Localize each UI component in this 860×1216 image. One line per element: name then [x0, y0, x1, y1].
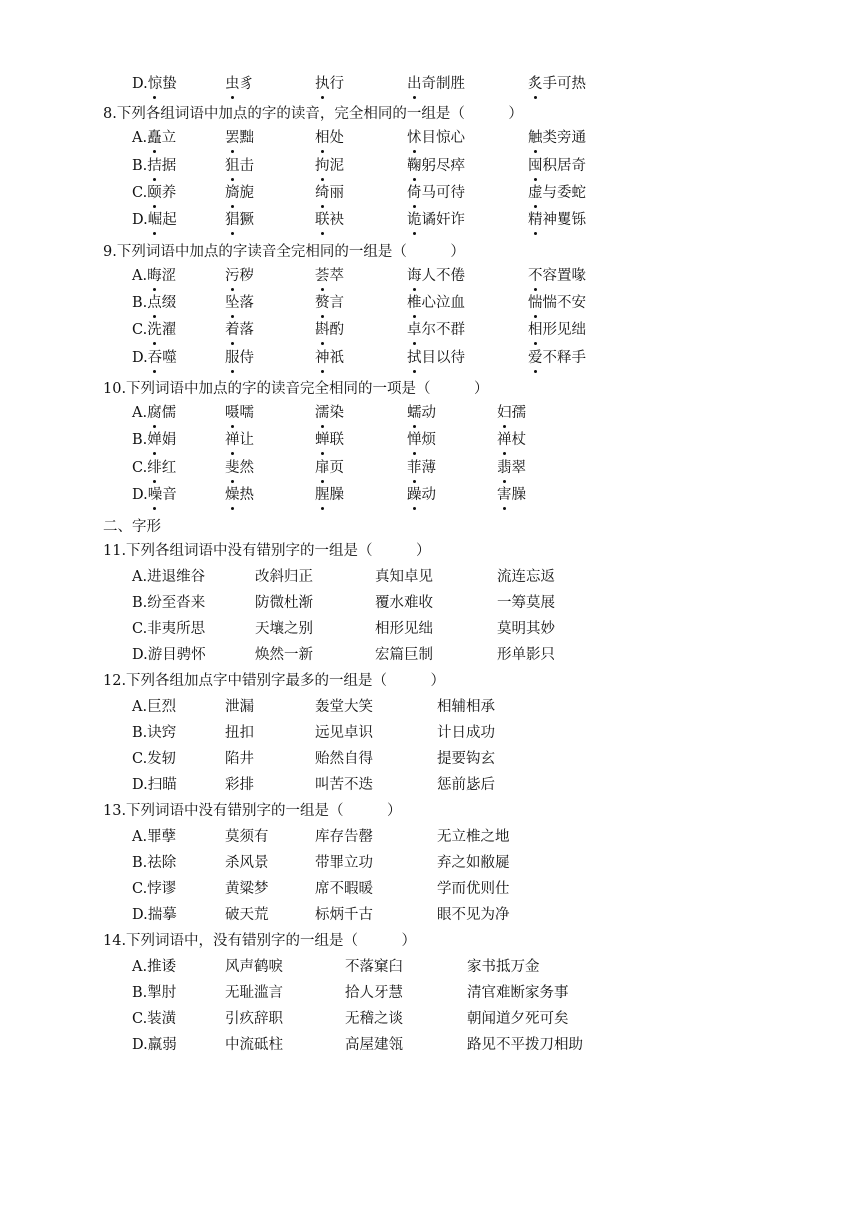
- emphasis-dot-char: 精: [528, 208, 543, 232]
- emphasis-dot-char: 椎: [407, 291, 422, 315]
- option-word: 家书抵万金: [467, 959, 540, 975]
- emphasis-dot-char: 虫: [225, 72, 240, 96]
- emphasis-dot-char: 坠: [225, 291, 240, 315]
- option-word: 禅杖: [497, 428, 526, 452]
- option-word: 焕然一新: [255, 647, 313, 663]
- emphasis-dot-char: 污: [225, 264, 240, 288]
- option-label-word: D.揣摹: [132, 907, 177, 923]
- option-word: 真知卓见: [375, 569, 433, 585]
- emphasis-dot-char: 禅: [225, 428, 240, 452]
- option-word: 一筹莫展: [497, 595, 555, 611]
- emphasis-dot-char: 荟: [315, 264, 330, 288]
- option-word: 神祇: [315, 346, 344, 370]
- emphasis-dot-char: 腐: [147, 401, 162, 425]
- emphasis-dot-char: 蝉: [315, 428, 330, 452]
- emphasis-dot-char: 诡: [407, 208, 422, 232]
- option-label-word: D.扫瞄: [132, 777, 177, 793]
- option-word: 腥臊: [315, 483, 344, 507]
- option-label-word: A.推诿: [132, 959, 177, 975]
- emphasis-dot-char: 诲: [407, 264, 422, 288]
- option-word: 防微杜渐: [255, 595, 313, 611]
- option-word: 虫豸: [225, 72, 254, 96]
- emphasis-dot-char: 蠕: [407, 401, 422, 425]
- emphasis-dot-char: 执: [315, 72, 330, 96]
- option-label-word: D.崛起: [132, 208, 177, 232]
- option-label-word: C.发轫: [132, 751, 177, 767]
- emphasis-dot-char: 罢: [225, 126, 240, 150]
- option-word: 中流砥柱: [225, 1037, 283, 1053]
- option-word: 倚马可待: [407, 181, 465, 205]
- option-word: 旖旎: [225, 181, 254, 205]
- emphasis-dot-char: 联: [315, 208, 330, 232]
- emphasis-dot-char: 禅: [497, 428, 512, 452]
- option-word: 弃之如敝屣: [437, 855, 510, 871]
- emphasis-dot-char: 爱: [528, 346, 543, 370]
- emphasis-dot-char: 翡: [497, 456, 512, 480]
- emphasis-dot-char: 燥: [225, 483, 240, 507]
- option-word: 计日成功: [437, 725, 495, 741]
- option-word: 莫须有: [225, 829, 269, 845]
- emphasis-dot-char: 扉: [315, 456, 330, 480]
- option-word: 风声鹤唳: [225, 959, 283, 975]
- emphasis-dot-char: 着: [225, 318, 240, 342]
- option-word: 天壤之别: [255, 621, 313, 637]
- question-stem: 8.下列各组词语中加点的字的读音，完全相同的一组是（ ）: [103, 106, 523, 122]
- option-word: 不落窠臼: [345, 959, 403, 975]
- option-word: 无立椎之地: [437, 829, 510, 845]
- option-word: 椎心泣血: [407, 291, 465, 315]
- option-word: 形单影只: [497, 647, 555, 663]
- question-stem: 9.下列词语中加点的字读音全完相同的一组是（ ）: [103, 244, 465, 260]
- emphasis-dot-char: 害: [497, 483, 512, 507]
- option-word: 无耻滥言: [225, 985, 283, 1001]
- option-word: 不容置喙: [528, 264, 586, 288]
- emphasis-dot-char: 鞠: [407, 154, 422, 178]
- option-label-word: D.羸弱: [132, 1037, 177, 1053]
- emphasis-dot-char: 卓: [407, 318, 422, 342]
- option-word: 相形见绌: [375, 621, 433, 637]
- emphasis-dot-char: 斟: [315, 318, 330, 342]
- emphasis-dot-char: 服: [225, 346, 240, 370]
- option-word: 彩排: [225, 777, 254, 793]
- option-word: 眼不见为净: [437, 907, 510, 923]
- option-word: 流连忘返: [497, 569, 555, 585]
- option-word: 拭目以待: [407, 346, 465, 370]
- option-word: 扭扣: [225, 725, 254, 741]
- option-word: 炙手可热: [528, 72, 586, 96]
- option-word: 诡谲奸诈: [407, 208, 465, 232]
- option-label-word: D.惊蛰: [132, 72, 177, 96]
- emphasis-dot-char: 躁: [407, 483, 422, 507]
- option-label-word: B.点缀: [132, 291, 176, 315]
- option-word: 荟萃: [315, 264, 344, 288]
- option-word: 破天荒: [225, 907, 269, 923]
- option-word: 囤积居奇: [528, 154, 586, 178]
- option-word: 燥热: [225, 483, 254, 507]
- emphasis-dot-char: 倚: [407, 181, 422, 205]
- question-stem: 10.下列词语中加点的字的读音完全相同的一项是（ ）: [103, 381, 489, 397]
- option-word: 覆水难收: [375, 595, 433, 611]
- option-word: 相辅相承: [437, 699, 495, 715]
- option-label-word: A.进退维谷: [132, 569, 206, 585]
- emphasis-dot-char: 妇: [497, 401, 512, 425]
- option-word: 精神矍铄: [528, 208, 586, 232]
- option-label-word: B.婵娟: [132, 428, 176, 452]
- emphasis-dot-char: 惴: [528, 291, 543, 315]
- option-label-word: B.祛除: [132, 855, 177, 871]
- option-word: 无稽之谈: [345, 1011, 403, 1027]
- option-word: 服侍: [225, 346, 254, 370]
- option-word: 库存告罄: [315, 829, 373, 845]
- option-word: 禅让: [225, 428, 254, 452]
- option-word: 朝闻道夕死可矣: [467, 1011, 569, 1027]
- option-word: 惴惴不安: [528, 291, 586, 315]
- option-word: 猖獗: [225, 208, 254, 232]
- option-label-word: A.腐儒: [132, 401, 176, 425]
- option-word: 黄粱梦: [225, 881, 269, 897]
- option-word: 躁动: [407, 483, 436, 507]
- emphasis-dot-char: 拮: [147, 154, 162, 178]
- emphasis-dot-char: 赘: [315, 291, 330, 315]
- option-word: 路见不平拨刀相助: [467, 1037, 583, 1053]
- option-word: 陷井: [225, 751, 254, 767]
- option-word: 菲薄: [407, 456, 436, 480]
- option-word: 宏篇巨制: [375, 647, 433, 663]
- emphasis-dot-char: 绮: [315, 181, 330, 205]
- option-word: 泄漏: [225, 699, 254, 715]
- option-word: 坠落: [225, 291, 254, 315]
- option-word: 叫苦不迭: [315, 777, 373, 793]
- emphasis-dot-char: 颐: [147, 181, 162, 205]
- option-word: 妇孺: [497, 401, 526, 425]
- option-word: 害臊: [497, 483, 526, 507]
- option-label-word: C.颐养: [132, 181, 176, 205]
- option-label-word: C.装潢: [132, 1011, 177, 1027]
- question-stem: 11.下列各组词语中没有错别字的一组是（ ）: [103, 543, 431, 559]
- emphasis-dot-char: 出: [407, 72, 422, 96]
- option-label-word: C.绯红: [132, 456, 176, 480]
- option-word: 远见卓识: [315, 725, 373, 741]
- option-word: 翡翠: [497, 456, 526, 480]
- emphasis-dot-char: 不: [528, 264, 543, 288]
- option-word: 嗫嚅: [225, 401, 254, 425]
- emphasis-dot-char: 绯: [147, 456, 162, 480]
- option-word: 拾人牙慧: [345, 985, 403, 1001]
- emphasis-dot-char: 相: [528, 318, 543, 342]
- option-word: 着落: [225, 318, 254, 342]
- emphasis-dot-char: 相: [315, 126, 330, 150]
- emphasis-dot-char: 濡: [315, 401, 330, 425]
- option-word: 清官难断家务事: [467, 985, 569, 1001]
- emphasis-dot-char: 触: [528, 126, 543, 150]
- option-word: 斟酌: [315, 318, 344, 342]
- option-label-word: A.巨烈: [132, 699, 177, 715]
- emphasis-dot-char: 怵: [407, 126, 422, 150]
- option-word: 莫明其妙: [497, 621, 555, 637]
- option-word: 惩前毖后: [437, 777, 495, 793]
- option-word: 卓尔不群: [407, 318, 465, 342]
- option-word: 出奇制胜: [407, 72, 465, 96]
- option-word: 绮丽: [315, 181, 344, 205]
- option-word: 污秽: [225, 264, 254, 288]
- option-word: 高屋建瓴: [345, 1037, 403, 1053]
- option-word: 带罪立功: [315, 855, 373, 871]
- option-word: 斐然: [225, 456, 254, 480]
- option-label-word: D.噪音: [132, 483, 177, 507]
- option-word: 标炳千古: [315, 907, 373, 923]
- emphasis-dot-char: 拭: [407, 346, 422, 370]
- option-label-word: B.纷至沓来: [132, 595, 206, 611]
- option-word: 惮烦: [407, 428, 436, 452]
- question-stem: 13.下列词语中没有错别字的一组是（ ）: [103, 803, 402, 819]
- option-word: 虚与委蛇: [528, 181, 586, 205]
- option-word: 罢黜: [225, 126, 254, 150]
- option-word: 鞠躬尽瘁: [407, 154, 465, 178]
- emphasis-dot-char: 婵: [147, 428, 162, 452]
- emphasis-dot-char: 吞: [148, 346, 163, 370]
- option-word: 联袂: [315, 208, 344, 232]
- option-word: 改斜归正: [255, 569, 313, 585]
- option-word: 濡染: [315, 401, 344, 425]
- option-word: 相处: [315, 126, 344, 150]
- emphasis-dot-char: 斐: [225, 456, 240, 480]
- option-label-word: D.吞噬: [132, 346, 177, 370]
- option-label-word: A.晦涩: [132, 264, 176, 288]
- option-label-word: B.拮据: [132, 154, 176, 178]
- emphasis-dot-char: 旖: [225, 181, 240, 205]
- option-word: 怵目惊心: [407, 126, 465, 150]
- emphasis-dot-char: 点: [147, 291, 162, 315]
- option-label-word: B.掣肘: [132, 985, 177, 1001]
- option-label-word: C.洗濯: [132, 318, 176, 342]
- option-label-word: C.悖谬: [132, 881, 177, 897]
- option-word: 执行: [315, 72, 344, 96]
- emphasis-dot-char: 菲: [407, 456, 422, 480]
- emphasis-dot-char: 晦: [147, 264, 162, 288]
- emphasis-dot-char: 惮: [407, 428, 422, 452]
- section-heading: 二、字形: [103, 519, 161, 535]
- emphasis-dot-char: 狙: [225, 154, 240, 178]
- option-label-word: C.非夷所思: [132, 621, 206, 637]
- option-word: 拘泥: [315, 154, 344, 178]
- emphasis-dot-char: 炙: [528, 72, 543, 96]
- option-label-word: D.游目骋怀: [132, 647, 206, 663]
- option-word: 蠕动: [407, 401, 436, 425]
- emphasis-dot-char: 虚: [528, 181, 543, 205]
- emphasis-dot-char: 崛: [148, 208, 163, 232]
- option-word: 诲人不倦: [407, 264, 465, 288]
- emphasis-dot-char: 惊: [148, 72, 163, 96]
- option-word: 学而优则仕: [437, 881, 510, 897]
- question-stem: 12.下列各组加点字中错别字最多的一组是（ ）: [103, 673, 446, 689]
- option-word: 爱不释手: [528, 346, 586, 370]
- emphasis-dot-char: 囤: [528, 154, 543, 178]
- option-word: 席不暇暖: [315, 881, 373, 897]
- option-word: 赘言: [315, 291, 344, 315]
- emphasis-dot-char: 拘: [315, 154, 330, 178]
- option-label-word: A.罪孽: [132, 829, 177, 845]
- option-word: 狙击: [225, 154, 254, 178]
- option-word: 引疚辞职: [225, 1011, 283, 1027]
- emphasis-dot-char: 洗: [147, 318, 162, 342]
- option-label-word: B.诀窍: [132, 725, 177, 741]
- emphasis-dot-char: 猖: [225, 208, 240, 232]
- emphasis-dot-char: 矗: [147, 126, 162, 150]
- option-word: 轰堂大笑: [315, 699, 373, 715]
- emphasis-dot-char: 噪: [148, 483, 163, 507]
- option-word: 蝉联: [315, 428, 344, 452]
- emphasis-dot-char: 腥: [315, 483, 330, 507]
- emphasis-dot-char: 神: [315, 346, 330, 370]
- option-word: 贻然自得: [315, 751, 373, 767]
- option-word: 触类旁通: [528, 126, 586, 150]
- option-word: 杀风景: [225, 855, 269, 871]
- emphasis-dot-char: 嗫: [225, 401, 240, 425]
- option-word: 相形见绌: [528, 318, 586, 342]
- option-word: 扉页: [315, 456, 344, 480]
- option-label-word: A.矗立: [132, 126, 176, 150]
- question-stem: 14.下列词语中，没有错别字的一组是（ ）: [103, 933, 417, 949]
- option-word: 提要钩玄: [437, 751, 495, 767]
